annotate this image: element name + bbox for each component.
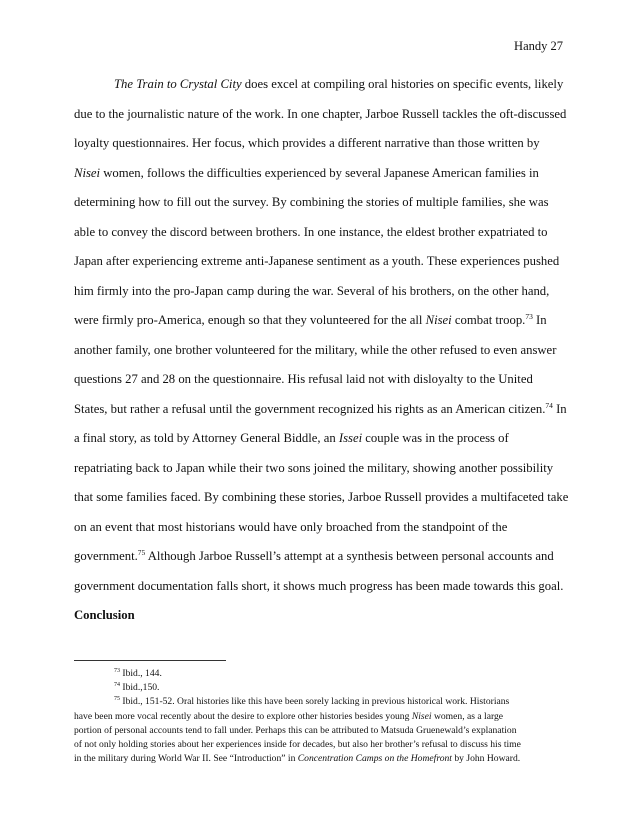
text-line bbox=[74, 100, 566, 130]
text-run: The Train to Crystal City bbox=[114, 77, 242, 91]
text-line bbox=[74, 247, 566, 277]
text-run: loyalty questionnaires. Her focus, which provides a different narrative than those written by bbox=[74, 136, 540, 150]
footnote-line bbox=[74, 724, 570, 738]
text-run: portion of personal accounts tend to fall under. Perhaps this can be attributed to Matsuda Gruenewald’s explanation bbox=[74, 724, 517, 736]
footnote-ref: 73 bbox=[525, 312, 533, 321]
footnote-separator bbox=[74, 660, 226, 661]
text-run: that some families faced. By combining these stories, Jarboe Russell provides a multifaceted take bbox=[74, 490, 569, 504]
footnote-line bbox=[74, 681, 570, 695]
text-run: questions 27 and 28 on the questionnaire. His refusal laid not with disloyalty to the United bbox=[74, 372, 533, 386]
footnote-line bbox=[74, 667, 570, 681]
footnote-line bbox=[74, 710, 570, 724]
text-run: Nisei bbox=[411, 710, 432, 722]
text-line bbox=[74, 218, 566, 248]
text-run: Ibid., 144. bbox=[120, 668, 162, 679]
text-run: women, as a large bbox=[431, 710, 504, 722]
text-line bbox=[74, 424, 566, 454]
text-run: government documentation falls short, it shows much progress has been made towards this goal. bbox=[74, 578, 564, 593]
footnote-ref: 73 bbox=[114, 668, 120, 674]
text-run: government. bbox=[74, 549, 138, 563]
footnote-ref: 74 bbox=[114, 682, 120, 689]
footnote-line bbox=[74, 695, 570, 709]
text-run: couple was in the process of bbox=[362, 431, 509, 445]
footnote-line bbox=[74, 738, 570, 752]
text-run: by John Howard. bbox=[451, 753, 521, 765]
text-line bbox=[74, 277, 566, 307]
text-run: Nisei bbox=[74, 165, 101, 180]
text-run: Japan after experiencing extreme anti-Japanese sentiment as a youth. These experiences pushed bbox=[74, 254, 560, 268]
text-line bbox=[74, 395, 566, 425]
footnote-ref: 74 bbox=[545, 400, 553, 410]
section-heading bbox=[74, 601, 566, 631]
text-run: in the military during World War II. See “Introduction” in bbox=[74, 753, 298, 765]
text-run: were firmly pro-America, enough so that they volunteered for the all bbox=[74, 313, 426, 327]
text-line bbox=[74, 159, 566, 189]
footnote-ref: 75 bbox=[137, 548, 146, 557]
text-line bbox=[74, 306, 566, 336]
text-run: on an event that most historians would have only broached from the standpoint of the bbox=[74, 519, 508, 534]
text-run: combat troop. bbox=[451, 313, 526, 327]
text-run: due to the journalistic nature of the work. In one chapter, Jarboe Russell tackles the oft-discussed bbox=[74, 106, 567, 121]
text-run: women, follows the difficulties experienced by several Japanese American families in bbox=[100, 165, 539, 180]
text-run: does excel at compiling oral histories on specific events, likely bbox=[241, 77, 564, 91]
text-run: him firmly into the pro-Japan camp during the war. Several of his brothers, on the other hand, bbox=[74, 283, 550, 298]
text-run: Nisei bbox=[425, 313, 452, 327]
body-text bbox=[74, 70, 569, 631]
text-run: States, but rather a refusal until the government recognized his rights as an American citizen. bbox=[74, 401, 546, 416]
footnote-line bbox=[74, 752, 570, 766]
text-line bbox=[74, 365, 566, 395]
running-header: Handy 27 bbox=[514, 39, 563, 53]
footnotes bbox=[74, 667, 570, 766]
text-run: repatriating back to Japan while their two sons joined the military, showing another possibility bbox=[74, 460, 554, 475]
text-run: another family, one brother volunteered for the military, while the other refused to even answer bbox=[74, 342, 557, 357]
text-line bbox=[74, 336, 566, 366]
text-line bbox=[74, 483, 569, 513]
text-run: Ibid.,150. bbox=[120, 682, 160, 694]
text-run: Conclusion bbox=[74, 608, 135, 622]
text-run: In bbox=[552, 401, 567, 416]
text-run: have been more vocal recently about the desire to explore other histories besides young bbox=[74, 710, 412, 722]
text-line bbox=[74, 542, 566, 572]
text-run: able to convey the discord between brothers. In one instance, the eldest brother expatriated to bbox=[74, 224, 548, 239]
text-run: Although Jarboe Russell’s attempt at a synthesis between personal accounts and bbox=[145, 549, 554, 563]
text-run: a final story, as told by Attorney General Biddle, an bbox=[74, 431, 339, 445]
text-line bbox=[74, 70, 566, 100]
text-run: Concentration Camps on the Homefront bbox=[297, 753, 452, 765]
text-run: Ibid., 151-52. Oral histories like this have been sorely lacking in previous historical work. Historians bbox=[120, 696, 510, 708]
text-line bbox=[74, 188, 566, 218]
text-run: determining how to fill out the survey. By combining the stories of multiple families, she was bbox=[74, 195, 549, 209]
text-line bbox=[74, 454, 566, 484]
footnote-ref: 75 bbox=[114, 696, 120, 703]
text-run: In bbox=[532, 313, 547, 327]
text-line bbox=[74, 572, 566, 602]
text-line bbox=[74, 513, 566, 543]
text-run: of not only holding stories about her experiences inside for decades, but also her brother’s refusal to discuss his time bbox=[74, 739, 521, 751]
text-run: Issei bbox=[338, 431, 363, 445]
text-line bbox=[74, 129, 566, 159]
